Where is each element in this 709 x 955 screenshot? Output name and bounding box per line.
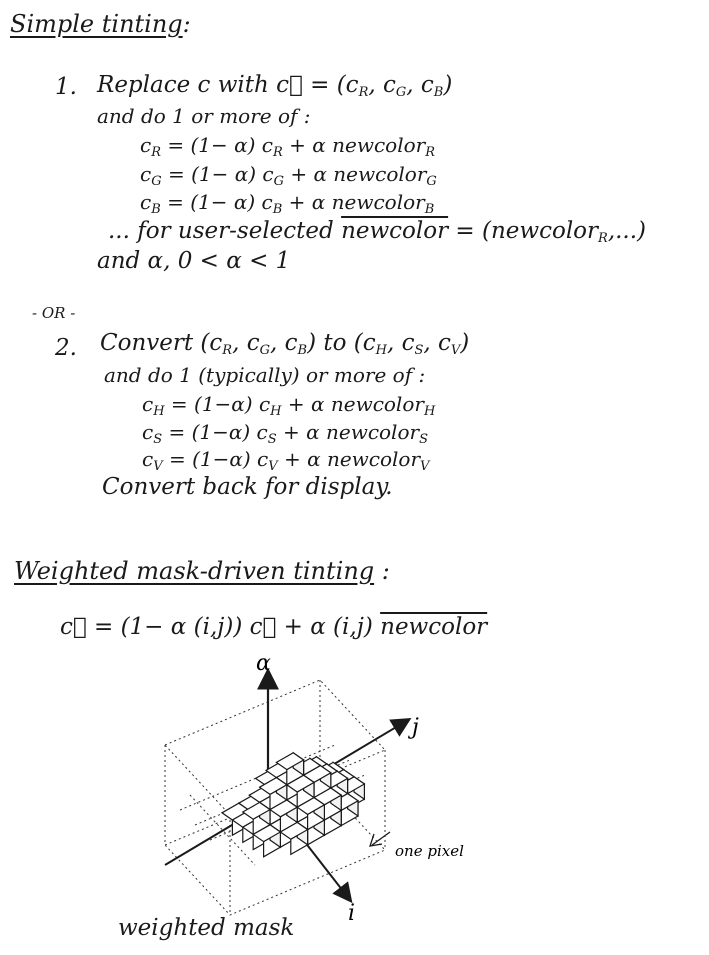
eq-rest: + α newcolor bbox=[281, 392, 424, 416]
eq-sub: H bbox=[423, 404, 436, 419]
convert-text: Convert (c bbox=[100, 330, 223, 356]
sub-b: B bbox=[433, 85, 444, 100]
eq-sub: S bbox=[267, 432, 277, 447]
eq-mid: = (1−α) c bbox=[162, 420, 268, 444]
eq-lhs: c bbox=[140, 162, 152, 186]
i-axis-label: i bbox=[348, 901, 356, 926]
item-2-number: 2. bbox=[55, 335, 77, 361]
heading-colon: : bbox=[182, 10, 191, 38]
user-selected-line bbox=[108, 218, 646, 246]
equation-g bbox=[140, 162, 437, 189]
eq-sub: V bbox=[153, 459, 163, 474]
sep: , c bbox=[232, 330, 260, 356]
eq-sub: G bbox=[273, 174, 284, 189]
eq-text: = (newcolor bbox=[455, 218, 599, 244]
simple-tinting-heading bbox=[10, 10, 191, 38]
eq-sub: R bbox=[272, 145, 283, 160]
eq-sub: V bbox=[420, 459, 430, 474]
eq-sub: S bbox=[153, 432, 163, 447]
or-divider: - OR - bbox=[32, 304, 76, 322]
replace-text: Replace c with c⃗ = (c bbox=[97, 72, 359, 98]
mask-voxels bbox=[222, 753, 364, 857]
eq-sub: H bbox=[153, 404, 165, 419]
eq-lhs: c bbox=[142, 447, 154, 471]
eq-mid: = (1− α) c bbox=[161, 133, 273, 157]
eq-rest: + α newcolor bbox=[282, 133, 426, 157]
one-pixel-label: one pixel bbox=[395, 842, 464, 860]
eq-sub: G bbox=[426, 174, 437, 189]
alpha-range-line: and α, 0 < α < 1 bbox=[97, 248, 291, 274]
eq-mid: = (1−α) c bbox=[164, 392, 271, 416]
to-text: ) to (c bbox=[307, 330, 376, 356]
weighted-mask-diagram bbox=[150, 650, 510, 940]
newcolor-vector: newcolor bbox=[341, 218, 449, 244]
eq-rest: + α newcolor bbox=[283, 162, 427, 186]
one-pixel-pointer bbox=[372, 832, 390, 845]
newcolor-vector: newcolor bbox=[380, 614, 488, 640]
eq-mid: = (1− α) c bbox=[160, 190, 273, 214]
eq-lhs: c bbox=[140, 190, 152, 214]
item-1-replace-line bbox=[97, 72, 452, 100]
paren: ) bbox=[460, 330, 470, 356]
sub: B bbox=[297, 343, 308, 358]
paren: ) bbox=[443, 72, 453, 98]
sub: G bbox=[259, 343, 270, 358]
for-text: ... for user-selected bbox=[108, 218, 334, 244]
item-1-do-line: and do 1 or more of : bbox=[97, 104, 311, 128]
sep: , c bbox=[423, 330, 451, 356]
convert-back-line: Convert back for display. bbox=[102, 474, 393, 500]
eq-rest: + α newcolor bbox=[282, 190, 425, 214]
sep: , c bbox=[368, 72, 396, 98]
eq-sub: B bbox=[272, 202, 283, 217]
equation-r bbox=[140, 133, 435, 160]
eq-sub: H bbox=[270, 404, 282, 419]
alpha-axis-label: α bbox=[256, 651, 271, 676]
item-2-convert-line bbox=[100, 330, 469, 358]
eq-mid: = (1− α) c bbox=[161, 162, 274, 186]
j-axis-label: j bbox=[412, 715, 419, 740]
eq-sub: S bbox=[419, 432, 428, 447]
figure-caption: weighted mask bbox=[118, 915, 295, 941]
sub: R bbox=[222, 343, 233, 358]
sep: , c bbox=[406, 72, 434, 98]
item-1-number: 1. bbox=[55, 74, 77, 100]
tail: ,...) bbox=[607, 218, 647, 244]
eq-mid: = (1−α) c bbox=[162, 447, 269, 471]
eq-sub: V bbox=[268, 459, 278, 474]
eq-sub: B bbox=[151, 202, 161, 217]
eq-lhs: c bbox=[142, 392, 154, 416]
equation-b bbox=[140, 190, 434, 217]
weighted-tinting-heading bbox=[14, 557, 390, 585]
eq-lhs: c bbox=[142, 420, 154, 444]
equation-h bbox=[142, 392, 435, 419]
sub-r: R bbox=[358, 85, 369, 100]
item-2-do-line: and do 1 (typically) or more of : bbox=[104, 363, 426, 387]
eq-sub: R bbox=[151, 145, 161, 160]
sub: S bbox=[414, 343, 424, 358]
sep: , c bbox=[386, 330, 415, 356]
eq-rest: + α newcolor bbox=[277, 447, 421, 471]
heading-text: Simple tinting bbox=[10, 10, 183, 38]
eq-sub: G bbox=[151, 174, 162, 189]
heading-text: Weighted mask-driven tinting bbox=[14, 557, 375, 585]
heading-colon: : bbox=[381, 557, 390, 585]
eq-sub: B bbox=[424, 202, 435, 217]
equation-v bbox=[142, 447, 429, 474]
sub-g: G bbox=[395, 85, 407, 100]
eq-sub: R bbox=[425, 145, 435, 160]
sub-r: R bbox=[598, 231, 608, 246]
weighted-equation bbox=[60, 614, 487, 640]
sub: H bbox=[375, 343, 387, 358]
eq-lhs: c bbox=[140, 133, 152, 157]
equation-s bbox=[142, 420, 428, 447]
equation-text: c⃗ = (1− α (i,j)) c⃗ + α (i,j) bbox=[60, 614, 373, 640]
eq-rest: + α newcolor bbox=[276, 420, 420, 444]
sep: , c bbox=[269, 330, 298, 356]
sub: V bbox=[450, 343, 461, 358]
